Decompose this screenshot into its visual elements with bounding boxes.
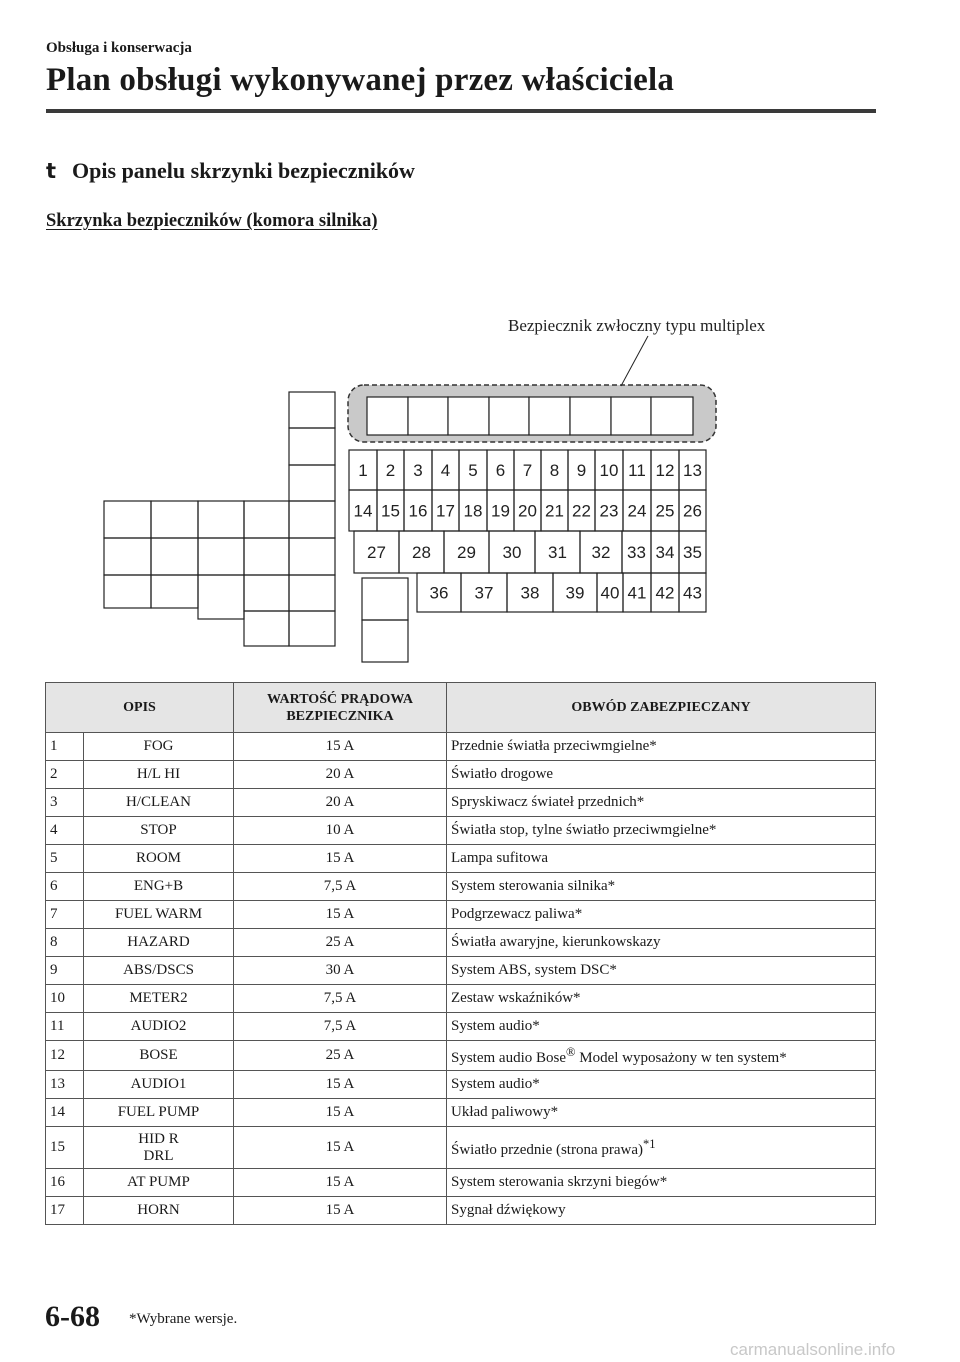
relay-slot [289,501,335,538]
fuse-number: 5 [46,845,84,873]
fuse-rating: 15 A [234,1071,447,1099]
fuse-slot-number: 29 [457,543,476,562]
table-row [46,901,876,929]
table-row [46,1071,876,1099]
fuse-number: 13 [46,1071,84,1099]
fuse-number: 17 [46,1197,84,1225]
fuse-number: 14 [46,1099,84,1127]
subheading-text: Opis panelu skrzynki bezpieczników [72,158,415,183]
multiplex-slot [367,397,408,435]
fuse-slot-number: 40 [600,583,620,603]
fuse-numbers [354,461,702,603]
relay-slot [104,501,151,538]
fuse-circuit: Światła stop, tylne światło przeciwmgielne* [447,817,876,845]
fuse-rating: 15 A [234,1127,447,1169]
multiplex-slot [570,397,611,435]
fuse-slot-number: 43 [683,583,702,603]
fuse-number: 12 [46,1041,84,1071]
fuse-slot-number: 4 [440,461,451,480]
fuse-circuit: Zestaw wskaźników* [447,985,876,1013]
relay-slot [362,578,408,620]
multiplex-callout: Bezpiecznik zwłoczny typu multiplex [508,316,766,335]
fuse-rating: 15 A [234,901,447,929]
fuse-slot-number: 19 [491,501,510,521]
fuse-circuit: Przednie światła przeciwmgielne* [447,733,876,761]
fuse-circuit: Sygnał dźwiękowy [447,1197,876,1225]
fuse-number: 2 [46,761,84,789]
relay-slot [289,538,335,575]
table-row [46,789,876,817]
fuse-slot-number: 20 [518,501,537,521]
table-row [46,1041,876,1071]
fuse-rating: 15 A [234,845,447,873]
fuse-slot-number: 8 [549,461,560,480]
relay-slot [151,501,198,538]
fuse-number: 8 [46,929,84,957]
fuse-name: AUDIO2 [84,1013,234,1041]
relay-slot [198,538,244,575]
fuse-slot-number: 16 [408,501,428,521]
fuse-name: ENG+B [84,873,234,901]
fuse-name: ABS/DSCS [84,957,234,985]
fuse-name: HORN [84,1197,234,1225]
multiplex-slot [489,397,529,435]
fuse-circuit: Układ paliwowy* [447,1099,876,1127]
fuse-circuit: Lampa sufitowa [447,845,876,873]
fuse-box-diagram [0,0,960,680]
multiplex-slot [408,397,448,435]
fuse-slot-number: 10 [599,461,619,480]
relay-slot [244,501,289,538]
bullet-marker: t [46,159,57,183]
fuse-slot-number: 33 [627,543,646,562]
fuse-slot-number: 6 [495,461,506,480]
footnote-mark: *1 [643,1136,656,1151]
fuse-name: H/L HI [84,761,234,789]
watermark: carmanualsonline.info [730,1340,896,1359]
fuse-number: 4 [46,817,84,845]
multiplex-slot [529,397,570,435]
fuse-rating: 15 A [234,733,447,761]
relay-slot [244,575,289,611]
fuse-slot-number: 9 [576,461,587,480]
fuse-name-line: HID R [138,1130,179,1147]
fuse-name [84,1127,234,1169]
fuse-slot-number: 38 [520,583,540,603]
relay-slot [151,575,198,608]
fuse-circuit: System sterowania silnika* [447,873,876,901]
fuse-number: 6 [46,873,84,901]
fuse-rating: 25 A [234,929,447,957]
fuse-number: 1 [46,733,84,761]
fuse-rating: 25 A [234,1041,447,1071]
fuse-circuit: Spryskiwacz świateł przednich* [447,789,876,817]
fuse-name: FUEL WARM [84,901,234,929]
relay-slot [244,538,289,575]
table-row [46,1013,876,1041]
circuit-text: Światło przednie (strona prawa) [451,1141,644,1158]
fuse-slot-number: 15 [381,501,400,521]
fuse-name: METER2 [84,985,234,1013]
fuse-number: 10 [46,985,84,1013]
table-row [46,817,876,845]
multiplex-slot [611,397,651,435]
fuse-slot-number: 39 [565,583,585,603]
header-rating-text: WARTOŚĆ PRĄDOWA BEZPIECZNIKA [267,691,413,724]
fuse-name: STOP [84,817,234,845]
relay-slot [289,575,335,611]
fuse-slot-number: 22 [572,501,591,521]
fuse-slot-number: 26 [683,501,702,521]
fuse-slot-number: 3 [413,461,423,480]
fuse-slot-number: 5 [468,461,478,480]
fuse-slot-number: 14 [353,501,373,521]
fuse-rating: 15 A [234,1099,447,1127]
fuse-number: 7 [46,901,84,929]
fuse-name-line: DRL [143,1147,174,1164]
fuse-name: FOG [84,733,234,761]
fuse-slot-number: 13 [683,461,702,480]
page-number: 6-68 [45,1300,100,1333]
fuse-slot-number: 24 [627,501,647,521]
relay-slot [151,538,198,575]
relay-slot [104,575,151,608]
fuse-slot-number: 35 [683,543,702,562]
circuit-text-cont: Model wyposażony w ten system* [575,1049,787,1066]
fuse-circuit [447,1041,876,1071]
fuse-number: 9 [46,957,84,985]
fuse-slot-number: 28 [412,543,431,562]
fuse-rating: 20 A [234,789,447,817]
fuse-number: 11 [46,1013,84,1041]
table-row [46,1127,876,1169]
fuse-slot-number: 18 [463,501,483,521]
fuse-rating: 10 A [234,817,447,845]
table-row [46,733,876,761]
footnote: *Wybrane wersje. [129,1311,238,1327]
fuse-circuit: System audio* [447,1013,876,1041]
table-header-row [46,683,876,733]
relay-slot [104,538,151,575]
multiplex-slot [651,397,693,435]
fuse-name: H/CLEAN [84,789,234,817]
fuse-slot-number: 23 [599,501,619,521]
fuse-name: BOSE [84,1041,234,1071]
fuse-name: ROOM [84,845,234,873]
fuse-rating: 7,5 A [234,873,447,901]
fuse-number: 3 [46,789,84,817]
table-row [46,1099,876,1127]
table-row [46,1197,876,1225]
fuse-slot-number: 7 [522,461,533,480]
table-row [46,845,876,873]
table-row [46,957,876,985]
relay-slot [289,392,335,428]
fuse-slot-number: 1 [358,461,368,480]
fuse-circuit: Światła awaryjne, kierunkowskazy [447,929,876,957]
table-row [46,761,876,789]
fuse-circuit: Światło drogowe [447,761,876,789]
header-circuit: OBWÓD ZABEZPIECZANY [447,683,876,733]
fuse-rating: 7,5 A [234,985,447,1013]
relay-slot [289,611,335,646]
fuse-rating: 7,5 A [234,1013,447,1041]
relay-slot [362,620,408,662]
table-row [46,873,876,901]
fuse-name: AT PUMP [84,1169,234,1197]
fuse-slot-number: 2 [385,461,396,480]
fuse-circuit: System ABS, system DSC* [447,957,876,985]
fuse-slot-number: 12 [655,461,675,480]
fuse-slot-number: 27 [367,543,386,562]
table-row [46,985,876,1013]
fuse-slot-number: 34 [655,543,675,562]
multiplex-slot [448,397,489,435]
fuse-slot-number: 25 [655,501,675,521]
fuse-slot-number: 32 [591,543,611,562]
header-rating [234,683,447,733]
fuse-circuit: Podgrzewacz paliwa* [447,901,876,929]
multiplex-slots [367,397,693,435]
fuse-slot-number: 31 [548,543,567,562]
fuse-name: AUDIO1 [84,1071,234,1099]
fuse-slot-number: 17 [436,501,455,521]
fuse-name: HAZARD [84,929,234,957]
table-row [46,929,876,957]
page-title: Plan obsługi wykonywanej przez właściciela [46,62,675,98]
relay-slot [198,501,244,538]
relay-slot [244,611,289,646]
relay-slot [289,465,335,501]
header-opis: OPIS [46,683,234,733]
callout-leader [621,336,648,386]
relay-slot [289,428,335,465]
fuse-rating: 20 A [234,761,447,789]
fuse-slot-number: 36 [429,583,449,603]
fuse-table [45,682,876,1225]
fuse-number: 15 [46,1127,84,1169]
fuse-rating: 15 A [234,1197,447,1225]
table-row [46,1169,876,1197]
section-label: Obsługa i konserwacja [46,40,192,56]
fuse-slot-number: 11 [628,461,646,480]
fuse-name: FUEL PUMP [84,1099,234,1127]
fuse-slot-number: 30 [502,543,522,562]
registered-mark: ® [566,1044,576,1059]
fuse-slot-number: 37 [474,583,494,603]
fuse-rating: 15 A [234,1169,447,1197]
fuse-number: 16 [46,1169,84,1197]
fuse-slot-number: 21 [545,501,564,521]
relay-slot [198,575,244,619]
fuse-circuit: System sterowania skrzyni biegów* [447,1169,876,1197]
fuse-circuit [447,1127,876,1169]
subsubheading: Skrzynka bezpieczników (komora silnika) [46,211,378,231]
fuse-slot-number: 42 [655,583,675,603]
fuse-slot-number: 41 [627,583,647,603]
fuse-circuit: System audio* [447,1071,876,1099]
fuse-rating: 30 A [234,957,447,985]
circuit-text: System audio Bose [451,1049,566,1066]
